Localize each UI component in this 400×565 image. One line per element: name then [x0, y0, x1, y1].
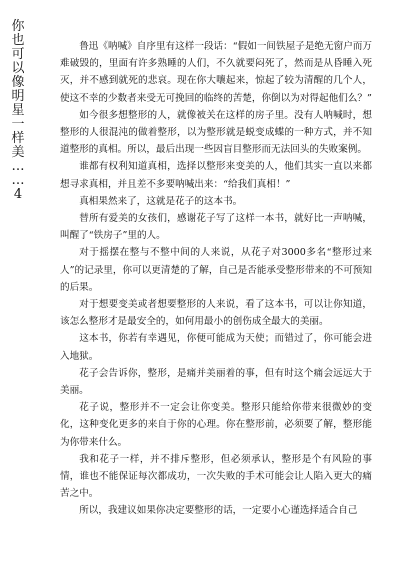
paragraph: 替所有爱美的女孩们，感谢花子写了这样一本书，就好比一声呐喊，叫醒了“铁房子”里的人。 [60, 213, 372, 242]
paragraph: 花子说，整形并不一定会让你变美。整形只能给你带来很微妙的变化，这种变化更多的来自于你的心理。你在整形前，必须要了解，整形能为你带来什么。 [60, 402, 372, 448]
side-title-char: 明 [11, 89, 25, 104]
side-title-char: 可 [11, 47, 25, 62]
paragraph: 真相果然来了，这就是花子的这本书。 [79, 195, 243, 207]
running-header-vertical [10, 20, 26, 202]
side-title-char: 也 [11, 33, 25, 48]
side-title-char: … [11, 159, 25, 174]
paragraph: 所以，我建议如果你决定要整形的话，一定要小心谨选择适合自己 [79, 505, 358, 517]
paragraph: 这本书，你若有幸遇见，你便可能成为天使；而错过了，你可能会进入地狱。 [60, 333, 372, 362]
side-title-char: 你 [11, 19, 25, 34]
side-title-char: 像 [11, 75, 25, 90]
paragraph: 如今很多想整形的人，就像被关在这样的房子里。没有人呐喊时，想整形的人很混沌的做着整形，以为整形就是蜕变成蝶的一种方式，并不知道整形的真相。所以，最后出现一些因盲目整形而无法回头的失败案例。 [60, 109, 372, 156]
side-title-char: … [11, 173, 25, 188]
paragraph: 我和花子一样，并不排斥整形，但必须承认，整形是个有风险的事情，谁也不能保证每次都成功，一次失败的手术可能会让人陷入更大的痛苦之中。 [60, 453, 372, 500]
paragraph: 谁都有权利知道真相，选择以整形来变美的人，他们其实一直以来都想寻求真相，并且差不多要呐喊出来：“给我们真相！” [60, 161, 372, 190]
side-title-char: 4 [13, 187, 23, 202]
side-title-char: 以 [11, 61, 25, 76]
side-title-char: 一 [11, 117, 25, 132]
side-title-char: 美 [11, 145, 25, 160]
side-title-char: 星 [11, 103, 25, 118]
paragraph: 对于摇摆在整与不整中间的人来说，从花子对3000多名“整形过来人”的记录里，你可以更清楚的了解，自己是否能承受整形带来的不可预知的后果。 [60, 247, 372, 293]
side-title-char: 样 [11, 131, 25, 146]
paragraph: 鲁迅《呐喊》自序里有这样一段话：“假如一间铁屋子是绝无窗户而万难破毁的，里面有许多熟睡的人们，不久就要闷死了，然而是从昏睡入死灭，并不感到就死的悲哀。现在你大嚷起来，惊起了较为清醒的几个人，使这不幸的少数者来受无可挽回的临终的苦楚，你倒以为对得起他们么？” [60, 41, 372, 104]
paragraph: 花子会告诉你，整形，是痛并美丽着的事，但有时这个痛会远远大于美丽。 [60, 367, 372, 397]
paragraph: 对于想要变美或者想要整形的人来说，看了这本书，可以让你知道，该怎么整形才是最安全的，如何用最小的创伤成全最大的美丽。 [60, 299, 372, 328]
body-text [60, 38, 372, 520]
